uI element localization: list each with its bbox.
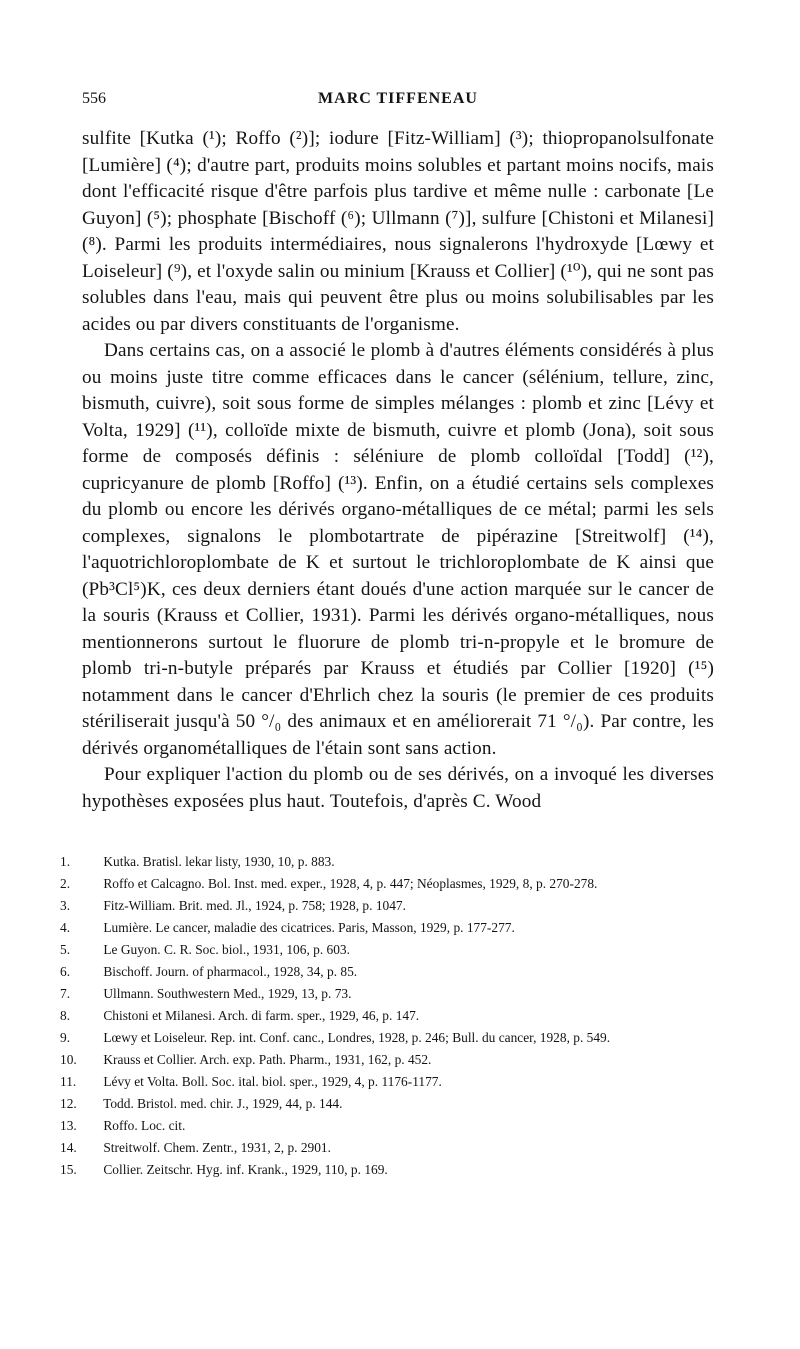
footnote-text: Lumière. Le cancer, maladie des cicatrices. Paris, Masson, 1929, p. 177-277. [103, 920, 515, 935]
footnote-number: 11. [60, 1074, 77, 1089]
footnote [60, 1027, 714, 1049]
footnote [60, 1115, 714, 1137]
footnote-number: 2. [60, 876, 71, 891]
footnote-number: 3. [60, 898, 71, 913]
footnote-text: Collier. Zeitschr. Hyg. inf. Krank., 1929, 110, p. 169. [103, 1162, 388, 1177]
footnote [60, 851, 714, 873]
footnote [60, 939, 714, 961]
footnote-text: Krauss et Collier. Arch. exp. Path. Pharm., 1931, 162, p. 452. [103, 1052, 432, 1067]
footnote-number: 8. [60, 1008, 71, 1023]
footnote [60, 1137, 714, 1159]
footnote-number: 10. [60, 1052, 77, 1067]
footnote [60, 1049, 714, 1071]
footnote [60, 917, 714, 939]
footnote-number: 7. [60, 986, 71, 1001]
footnote-number: 12. [60, 1096, 77, 1111]
footnote [60, 961, 714, 983]
footnote-text: Todd. Bristol. med. chir. J., 1929, 44, p. 144. [103, 1096, 343, 1111]
footnote-number: 14. [60, 1140, 77, 1155]
footnote-number: 1. [60, 854, 71, 869]
page-number: 556 [82, 90, 106, 107]
footnotes [60, 851, 714, 1181]
footnote-text: Lœwy et Loiseleur. Rep. int. Conf. canc., Londres, 1928, p. 246; Bull. du cancer, 1928, p. 549. [103, 1030, 611, 1045]
footnote [60, 1005, 714, 1027]
footnote-number: 6. [60, 964, 71, 979]
footnote-number: 13. [60, 1118, 77, 1133]
footnote [60, 895, 714, 917]
body-text [82, 126, 714, 815]
footnote [60, 1071, 714, 1093]
footnote-text: Roffo et Calcagno. Bol. Inst. med. exper., 1928, 4, p. 447; Néoplasmes, 1929, 8, p. 270-278. [103, 876, 598, 891]
footnote [60, 873, 714, 895]
running-head: MARC TIFFENEAU [318, 90, 478, 107]
footnote-text: Fitz-William. Brit. med. Jl., 1924, p. 758; 1928, p. 1047. [103, 898, 406, 913]
footnote-number: 15. [60, 1162, 77, 1177]
footnote [60, 1159, 714, 1181]
footnote-text: Roffo. Loc. cit. [103, 1118, 186, 1133]
footnote [60, 1093, 714, 1115]
footnote [60, 983, 714, 1005]
footnote-text: Kutka. Bratisl. lekar listy, 1930, 10, p. 883. [103, 854, 335, 869]
footnote-text: Bischoff. Journ. of pharmacol., 1928, 34, p. 85. [103, 964, 358, 979]
footnote-number: 9. [60, 1030, 71, 1045]
footnote-text: Le Guyon. C. R. Soc. biol., 1931, 106, p. 603. [103, 942, 350, 957]
footnote-text: Streitwolf. Chem. Zentr., 1931, 2, p. 2901. [103, 1140, 331, 1155]
footnote-text: Lévy et Volta. Boll. Soc. ital. biol. sper., 1929, 4, p. 1176-1177. [103, 1074, 442, 1089]
paragraph: Pour expliquer l'action du plomb ou de ses dérivés, on a invoqué les diverses hypothèses exposées plus haut. Toutefois, d'après C. Wood [82, 764, 714, 812]
footnote-text: Chistoni et Milanesi. Arch. di farm. sper., 1929, 46, p. 147. [103, 1008, 420, 1023]
footnote-number: 4. [60, 920, 71, 935]
page-header [82, 90, 714, 114]
footnote-text: Ullmann. Southwestern Med., 1929, 13, p. 73. [103, 986, 352, 1001]
paragraph: Dans certains cas, on a associé le plomb à d'autres éléments considérés à plus ou moins juste titre comme efficaces dans le cancer (sélénium, tellure, zinc, bismuth, cuivre), soit sous forme de simples mélanges : plomb et zinc [Lévy et Volta, 1929] (¹¹), colloïde mixte de bismuth, cuivre et plomb (Jona), soit sous forme de composés définis : séléniure de plomb colloïdal [Todd] (¹²), cupricyanure de plomb [Roffo] (¹³). Enfin, on a étudié certains sels complexes du plomb ou encore les dérivés organo-métalliques de ce métal; parmi les sels complexes, signalons le plombotartrate de pipérazine [Streitwolf] (¹⁴), l'aquotrichloroplombate de K et surtout le trichloroplombate de K ainsi que (Pb³Cl⁵)K, ces deux derniers étant doués d'une action marquée sur le cancer de la souris (Krauss et Collier, 1931). Parmi les dérivés organo-métalliques, nous mentionnerons surtout le fluorure de plomb tri-n-propyle et le bromure de plomb tri-n-butyle préparés par Krauss et étudiés par Collier [1920] (¹⁵) notamment dans le cancer d'Ehrlich chez la souris (le premier de ces produits stériliserait jusqu'à 50 °/₀ des animaux et en améliorerait 71 °/₀). Par contre, les dérivés organométalliques de l'étain sont sans action. [82, 340, 714, 759]
paragraph: sulfite [Kutka (¹); Roffo (²)]; iodure [Fitz-William] (³); thiopropanolsulfonate [Lumière] (⁴); d'autre part, produits moins solubles et partant moins nocifs, mais dont l'efficacité risque d'être parfois plus tardive et même nulle : carbonate [Le Guyon] (⁵); phosphate [Bischoff (⁶); Ullmann (⁷)], sulfure [Chistoni et Milanesi] (⁸). Parmi les produits intermédiaires, nous signalerons l'hydroxyde [Lœwy et Loiseleur] (⁹), et l'oxyde salin ou minium [Krauss et Collier] (¹⁰), qui ne sont pas solubles dans l'eau, mais qui peuvent être plus ou moins solubilisables par les acides ou par divers constituants de l'organisme. [82, 128, 714, 335]
footnote-number: 5. [60, 942, 71, 957]
